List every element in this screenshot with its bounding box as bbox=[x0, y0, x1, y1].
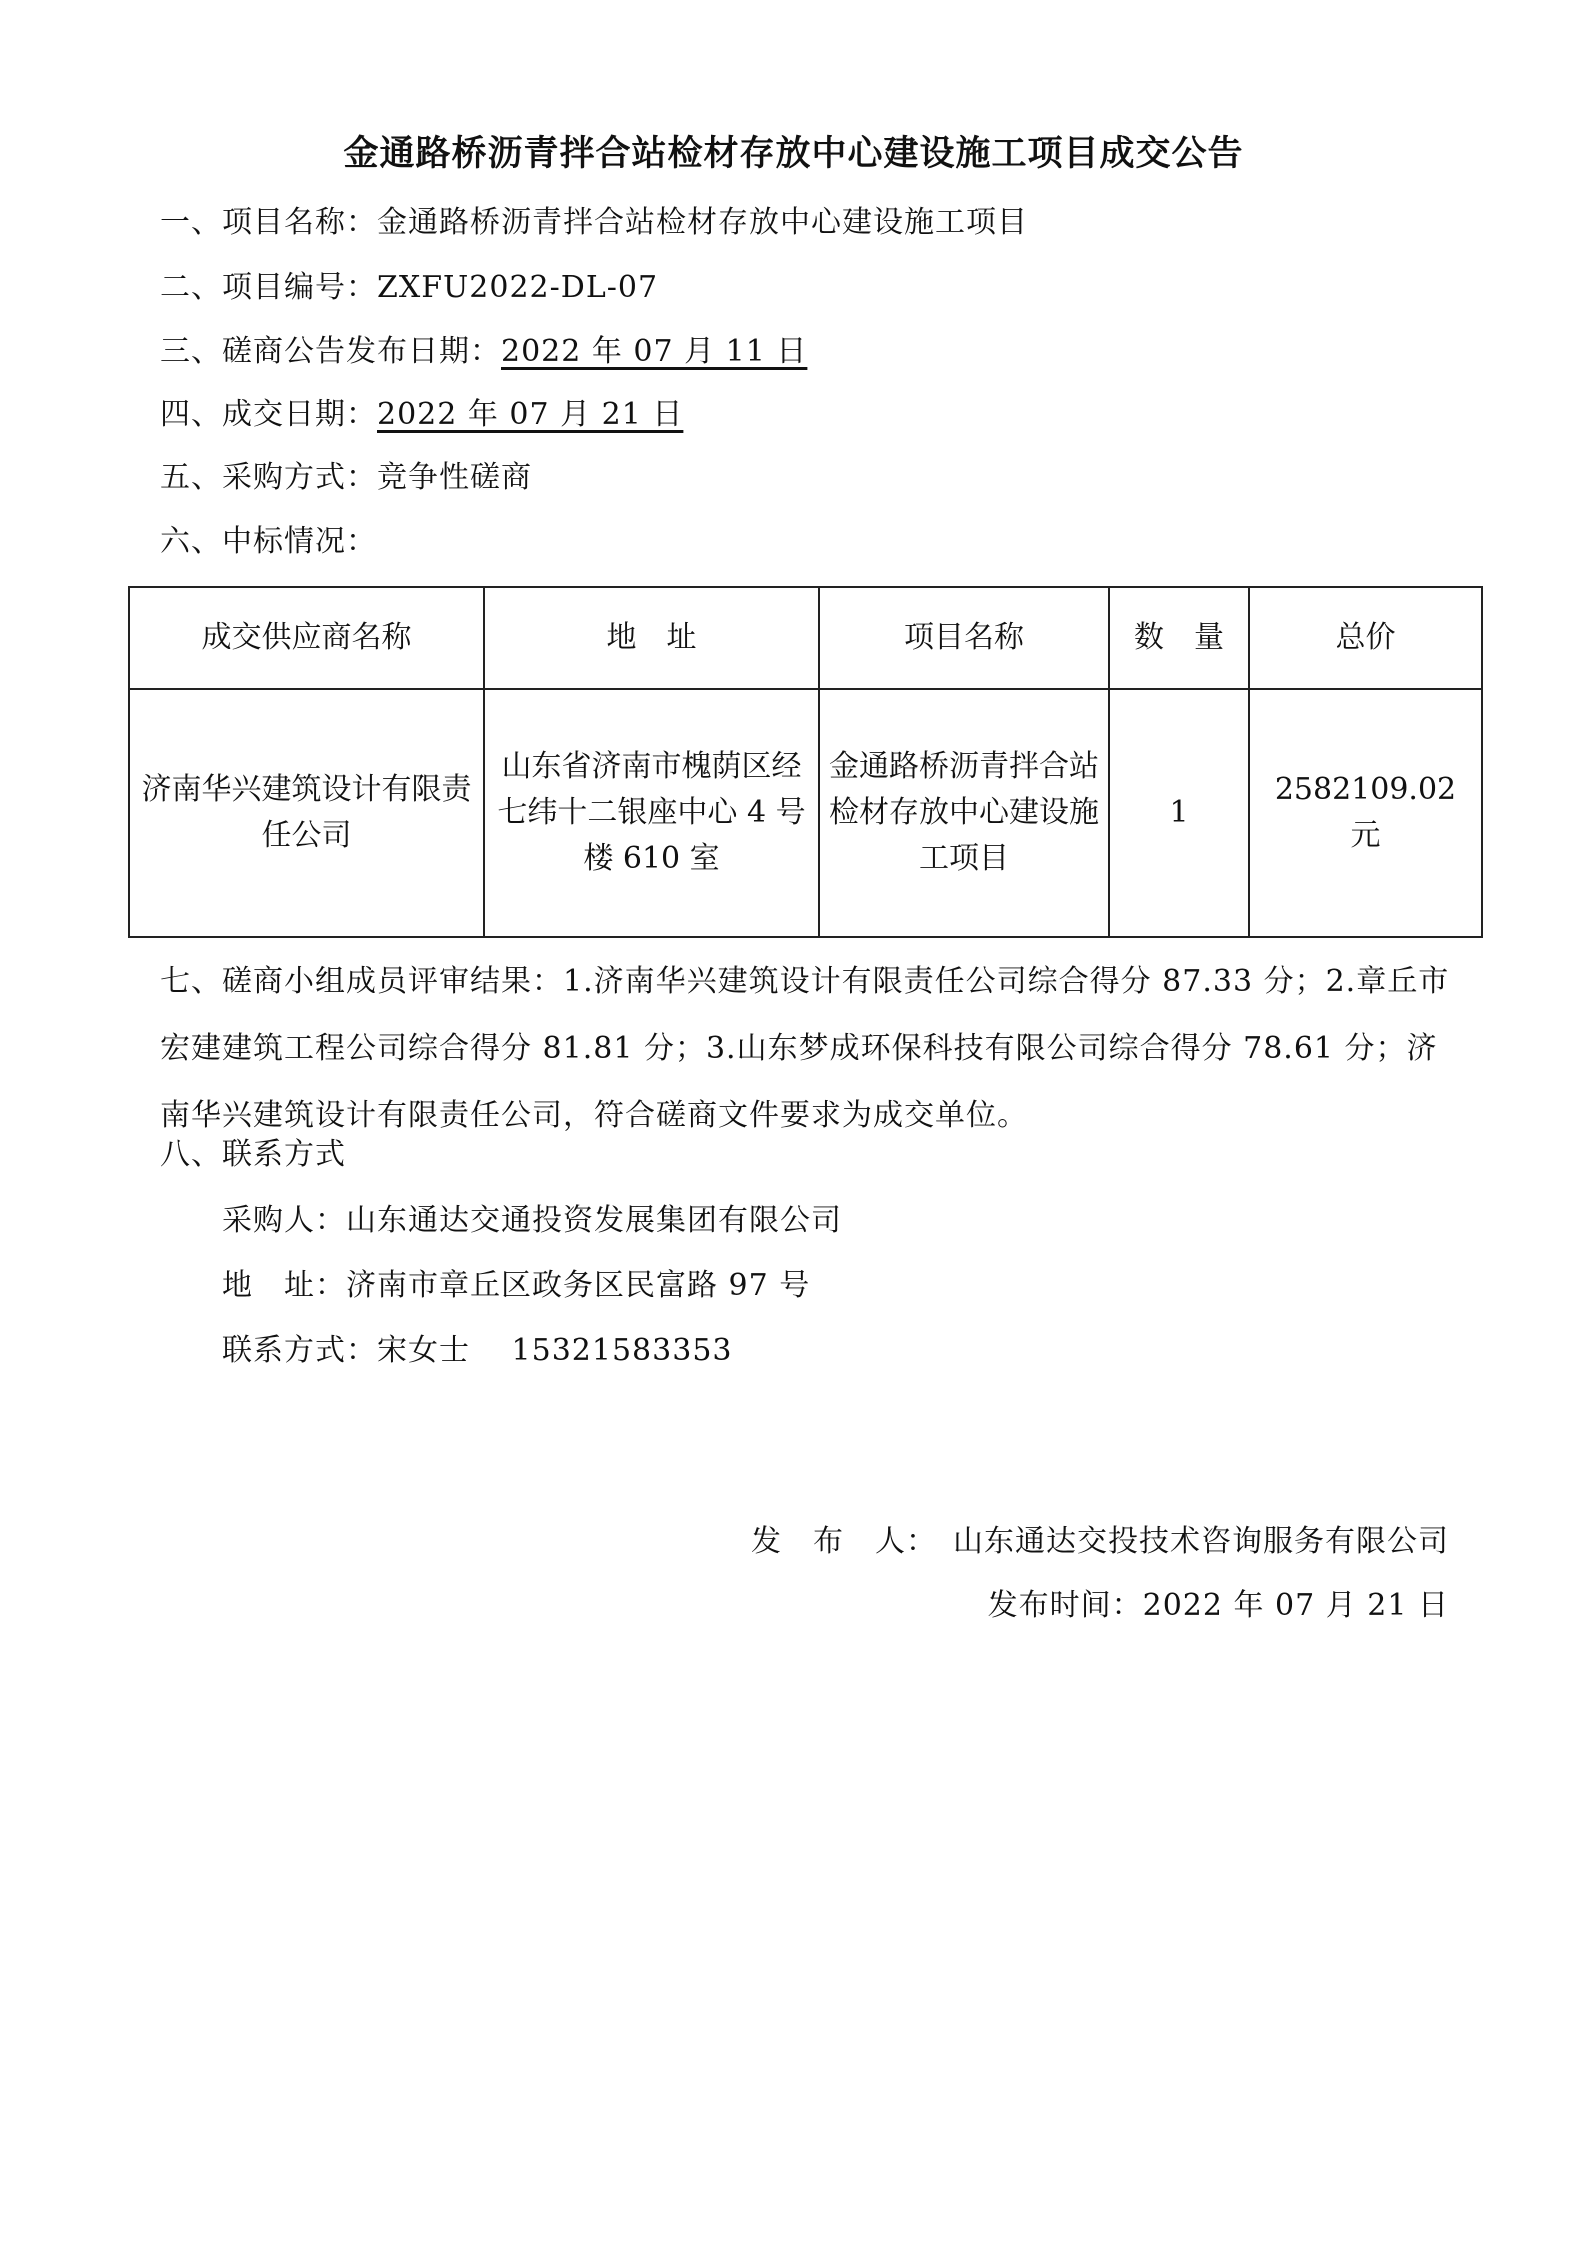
contact-buyer: 采购人：山东通达交通投资发展集团有限公司 bbox=[222, 1203, 842, 1238]
cell-project: 金通路桥沥青拌合站检材存放中心建设施工项目 bbox=[819, 689, 1109, 937]
publisher-line: 发 布 人： 山东通达交投技术咨询服务有限公司 bbox=[751, 1524, 1449, 1559]
contact-address: 地 址：济南市章丘区政务区民富路 97 号 bbox=[222, 1268, 811, 1303]
project-name-line bbox=[160, 203, 1028, 243]
winner-heading: 六、中标情况： bbox=[160, 524, 377, 559]
publish-date-line bbox=[160, 332, 807, 372]
cell-address: 山东省济南市槐荫区经七纬十二银座中心 4 号楼 610 室 bbox=[484, 689, 819, 937]
header-quantity: 数 量 bbox=[1109, 587, 1249, 689]
header-supplier: 成交供应商名称 bbox=[129, 587, 484, 689]
cell-supplier: 济南华兴建筑设计有限责任公司 bbox=[129, 689, 484, 937]
award-table bbox=[128, 586, 1483, 938]
contact-heading: 八、联系方式 bbox=[160, 1137, 346, 1172]
deal-date-label: 四、成交日期： bbox=[160, 397, 377, 432]
review-results: 七、磋商小组成员评审结果：1.济南华兴建筑设计有限责任公司综合得分 87.33 分；2.章丘市宏建建筑工程公司综合得分 81.81 分；3.山东梦成环保科技有限公司综合得分 78.61 分；济南华兴建筑设计有限责任公司，符合磋商文件要求为成交单位。 bbox=[160, 964, 1450, 1133]
cell-total: 2582109.02 元 bbox=[1249, 689, 1482, 937]
procurement-method-line bbox=[160, 458, 532, 498]
procurement-method-label: 五、采购方式： bbox=[160, 460, 377, 495]
table-row bbox=[129, 689, 1482, 937]
publish-date-label: 三、磋商公告发布日期： bbox=[160, 334, 501, 369]
procurement-method-value: 竞争性磋商 bbox=[377, 460, 532, 495]
cell-quantity: 1 bbox=[1109, 689, 1249, 937]
contact-phone: 联系方式：宋女士 15321583353 bbox=[222, 1333, 733, 1368]
header-project: 项目名称 bbox=[819, 587, 1109, 689]
header-address: 地 址 bbox=[484, 587, 819, 689]
project-number-label: 二、项目编号： bbox=[160, 270, 377, 305]
project-name-value: 金通路桥沥青拌合站检材存放中心建设施工项目 bbox=[377, 205, 1028, 240]
project-number-line bbox=[160, 268, 658, 308]
header-total: 总价 bbox=[1249, 587, 1482, 689]
table-header-row bbox=[129, 587, 1482, 689]
publish-time-line: 发布时间：2022 年 07 月 21 日 bbox=[987, 1588, 1449, 1623]
publish-date-value: 2022 年 07 月 11 日 bbox=[501, 334, 808, 369]
project-number-value: ZXFU2022-DL-07 bbox=[377, 270, 659, 305]
page-title: 金通路桥沥青拌合站检材存放中心建设施工项目成交公告 bbox=[343, 134, 1244, 174]
deal-date-line bbox=[160, 395, 683, 435]
project-name-label: 一、项目名称： bbox=[160, 205, 377, 240]
deal-date-value: 2022 年 07 月 21 日 bbox=[377, 397, 684, 432]
